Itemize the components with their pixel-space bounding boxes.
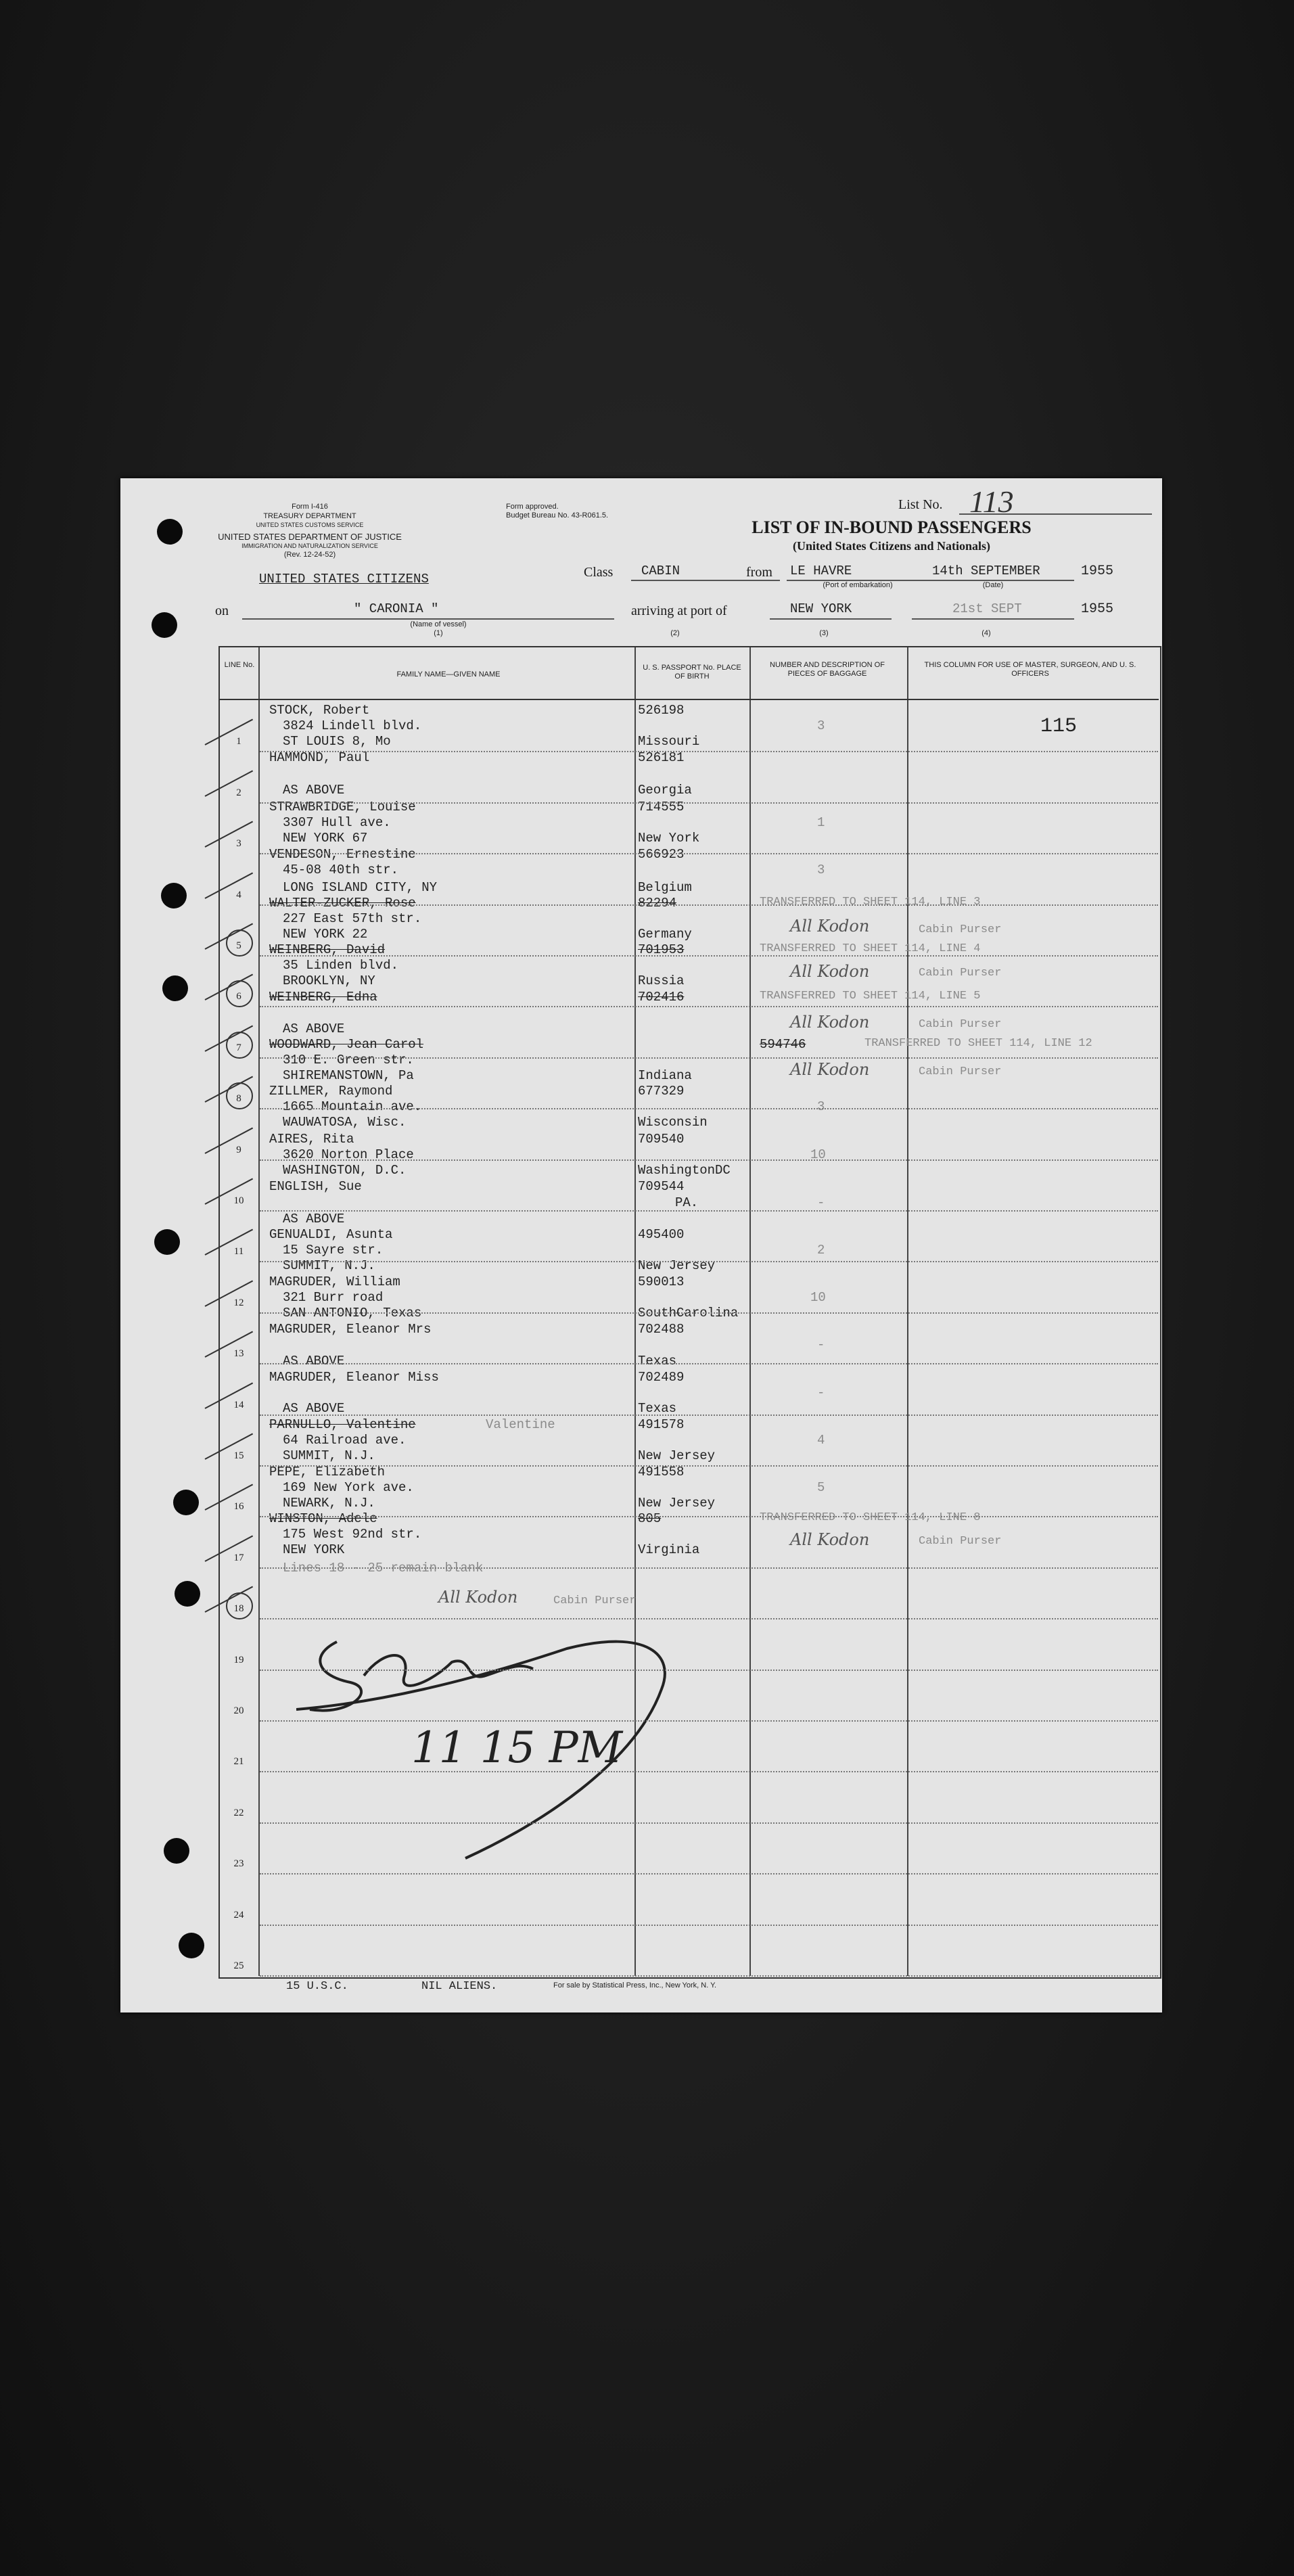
row-separator [260,1567,1158,1569]
entry-birthplace: Missouri [638,734,700,749]
entry-birthplace: Wisconsin [638,1115,708,1130]
entry-address: 310 E. Green str. [283,1053,414,1067]
purser-signature: All Kodon [438,1588,518,1607]
entry-baggage: 3 [817,862,825,877]
entry-name: WEINBERG, David [269,942,386,957]
entry-birthplace: Germany [638,927,692,942]
entry-passport: 677329 [638,1084,685,1099]
row-separator [260,1670,1158,1671]
entry-birthplace: Indiana [638,1068,692,1083]
entry-name: MAGRUDER, Eleanor Miss [269,1370,439,1385]
line-number: 5 [236,940,241,951]
entry-address: SUMMIT, N.J. [283,1258,375,1273]
entry-birthplace: Texas [638,1401,677,1416]
line-number: 15 [233,1450,244,1461]
entry-address: LONG ISLAND CITY, NY [283,880,438,895]
column-caption-2: (2) [670,629,680,637]
entry-passport: 702488 [638,1322,685,1337]
entry-birthplace: Virginia [638,1542,700,1557]
entry-birthplace: Georgia [638,783,692,798]
line-number: 24 [233,1909,244,1920]
handwritten-time: 11 15 PM [411,1723,623,1773]
port-of-embarkation: LE HAVRE [790,564,852,578]
officer-mark: 115 [1040,715,1078,738]
line-number: 9 [236,1144,241,1155]
purser-title: Cabin Purser [919,923,1002,936]
line-number: 13 [233,1348,244,1360]
entry-name: AIRES, Rita [269,1132,354,1147]
entry-baggage: 3 [817,1099,825,1114]
row-separator [260,1159,1158,1161]
entry-address: AS ABOVE [283,1401,345,1416]
entry-passport: 805 [638,1511,662,1526]
entry-address: NEWARK, N.J. [283,1496,375,1511]
circled-line-number [226,929,253,957]
entry-address: 3620 Norton Place [283,1147,414,1162]
entry-address: 15 Sayre str. [283,1243,384,1258]
line-number: 17 [233,1552,244,1563]
footer-printer: For sale by Statistical Press, Inc., New York, N. Y. [553,1981,717,1990]
purser-signature: All Kodon [790,1060,870,1079]
entry-passport: 82294 [638,896,677,911]
punch-hole [164,1838,189,1864]
row-separator [260,1057,1158,1059]
row-separator [260,1261,1158,1262]
row-separator [260,1465,1158,1467]
line-number: 12 [233,1297,244,1308]
row-separator [260,1822,1158,1824]
entry-baggage: 1 [817,815,825,830]
row-separator [260,1618,1158,1619]
vessel-name: " CARONIA " [354,601,439,616]
blank-lines-note: Lines 18 - 25 remain blank [283,1561,484,1576]
entry-name: MAGRUDER, William [269,1274,400,1289]
entry-passport: 709544 [638,1179,685,1194]
row-separator [260,853,1158,854]
entry-name: STRAWBRIDGE, Louise [269,800,416,814]
line-number: 11 [233,1246,244,1258]
line-number: 23 [233,1858,244,1870]
entry-name: ENGLISH, Sue [269,1179,362,1194]
circled-line-number [226,1592,253,1619]
entry-birthplace: Russia [638,973,685,988]
purser-signature: All Kodon [790,962,870,981]
entry-baggage: 4 [817,1433,825,1448]
entry-birthplace: WashingtonDC [638,1163,731,1178]
entry-address: WASHINGTON, D.C. [283,1163,407,1178]
entry-address: AS ABOVE [283,1212,345,1226]
entry-passport: 594746 [760,1037,806,1052]
entry-name: WOODWARD, Jean Carol [269,1037,424,1052]
arriving-label: arriving at port of [631,603,727,618]
entry-address: SUMMIT, N.J. [283,1448,375,1463]
list-no-value: 113 [969,484,1014,519]
row-separator [260,751,1158,752]
row-separator [260,1210,1158,1212]
row-separator [260,1363,1158,1364]
row-separator [260,1925,1158,1926]
footer-aliens: NIL ALIENS. [421,1980,498,1993]
purser-signature: All Kodon [790,1013,870,1032]
entry-birthplace: SouthCarolina [638,1306,739,1320]
entry-address: 35 Linden blvd. [283,958,399,973]
entry-passport: 714555 [638,800,685,814]
entry-name: VENDESON, Ernestine [269,847,416,862]
circled-line-number [226,1082,253,1109]
approval-line-1: Form approved. [506,503,559,511]
vessel-caption: (Name of vessel) [410,620,467,628]
form-number: Form I-416 [292,503,328,511]
entry-address: 64 Railroad ave. [283,1433,407,1448]
row-separator [260,1006,1158,1007]
entry-name: GENUALDI, Asunta [269,1227,393,1242]
form-revision: (Rev. 12-24-52) [283,551,336,559]
port-caption: (Port of embarkation) [823,581,893,589]
entry-address: WAUWATOSA, Wisc. [283,1115,407,1130]
entry-baggage: - [817,1195,825,1210]
entry-name: WINSTON, Adele [269,1511,377,1526]
entry-name: ZILLMER, Raymond [269,1084,393,1099]
entry-birthplace: New Jersey [638,1448,716,1463]
entry-birthplace: PA. [675,1195,699,1210]
entry-passport: 702416 [638,990,685,1005]
entry-passport: 526198 [638,703,685,718]
punch-hole [173,1490,199,1515]
entry-baggage: 2 [817,1243,825,1258]
purser-title: Cabin Purser [919,1065,1002,1078]
dept-line-2: UNITED STATES CUSTOMS SERVICE [256,522,364,528]
entry-name: WALTER-ZUCKER, Rose [269,896,416,911]
entry-address: 3824 Lindell blvd. [283,718,422,733]
circled-line-number [226,1032,253,1059]
entry-passport: 495400 [638,1227,685,1242]
col-header-name: FAMILY NAME—GIVEN NAME [396,670,501,678]
entry-address: AS ABOVE [283,1021,345,1036]
arrival-date: 21st SEPT [952,601,1022,616]
row-separator [260,955,1158,957]
punch-hole [162,975,188,1001]
entry-address: 45-08 40th str. [283,862,399,877]
punch-hole [152,612,177,638]
entry-name: PARNULLO, Valentine [269,1417,416,1432]
column-caption-4: (4) [981,629,991,637]
dept-line-4: IMMIGRATION AND NATURALIZATION SERVICE [241,543,378,549]
entry-passport: 526181 [638,750,685,765]
row-separator [260,1720,1158,1722]
purser-signature: All Kodon [790,1530,870,1549]
line-number: 4 [236,889,241,900]
col-header-line: LINE No. [224,661,255,669]
punch-hole [161,883,187,908]
line-number: 10 [233,1195,244,1206]
entry-baggage: 3 [817,718,825,733]
entry-passport: 701953 [638,942,685,957]
col-header-baggage: NUMBER AND DESCRIPTION OF PIECES OF BAGGAGE [770,661,885,678]
line-number: 19 [233,1654,244,1665]
line-number: 6 [236,991,241,1003]
entry-address: 169 New York ave. [283,1480,414,1495]
entry-name: MAGRUDER, Eleanor Mrs [269,1322,432,1337]
entry-address: 1665 Mountain ave. [283,1099,422,1114]
purser-title: Cabin Purser [919,1018,1002,1031]
approval-line-2: Budget Bureau No. 43-R061.5. [506,511,609,520]
line-number: 22 [233,1807,244,1818]
entry-name: STOCK, Robert [269,703,370,718]
purser-title: Cabin Purser [553,1594,637,1607]
transfer-note: TRANSFERRED TO SHEET 114, LINE 12 [864,1037,1092,1050]
class-label: Class [584,565,614,580]
line-number: 2 [236,787,241,798]
date-caption: (Date) [982,581,1004,589]
entry-baggage: 10 [810,1147,826,1162]
page-subtitle: (United States Citizens and Nationals) [792,539,990,553]
list-no-label: List No. [898,497,943,512]
line-number: 14 [233,1399,244,1410]
dept-line-3: UNITED STATES DEPARTMENT OF JUSTICE [218,532,402,542]
entry-baggage: - [817,1385,825,1400]
entry-birthplace: New Jersey [638,1496,716,1511]
transfer-note: TRANSFERRED TO SHEET 114, LINE 3 [760,896,981,908]
entry-address: SAN ANTONIO, Texas [283,1306,422,1320]
punch-hole [154,1229,180,1255]
entry-baggage: 5 [817,1480,825,1495]
line-number: 20 [233,1705,244,1716]
entry-address: NEW YORK 67 [283,831,368,846]
class-value: CABIN [641,564,680,578]
transfer-note: TRANSFERRED TO SHEET 114, LINE 5 [760,990,981,1003]
entry-passport: 566923 [638,847,685,862]
entry-address: BROOKLYN, NY [283,973,375,988]
citizens-heading: UNITED STATES CITIZENS [259,572,429,586]
entry-name: HAMMOND, Paul [269,750,370,765]
entry-baggage: - [817,1337,825,1352]
line-number: 7 [236,1042,241,1053]
entry-name: WEINBERG, Edna [269,990,377,1005]
entry-address: NEW YORK 22 [283,927,368,942]
dept-line-1: TREASURY DEPARTMENT [263,512,356,520]
col-header-passport: U. S. PASSPORT No. PLACE OF BIRTH [643,664,741,681]
row-separator [260,1414,1158,1416]
row-separator [260,1108,1158,1109]
entry-address: SHIREMANSTOWN, Pa [283,1068,414,1083]
entry-passport: 709540 [638,1132,685,1147]
row-separator [260,1873,1158,1874]
entry-passport: 590013 [638,1274,685,1289]
column-caption-3: (3) [819,629,829,637]
entry-birthplace: Texas [638,1354,677,1368]
from-label: from [746,565,772,580]
entry-address: AS ABOVE [283,1354,345,1368]
purser-title: Cabin Purser [919,967,1002,980]
entry-address: AS ABOVE [283,783,345,798]
entry-birthplace: New York [638,831,700,846]
entry-address: 227 East 57th str. [283,911,422,926]
row-separator [260,1771,1158,1772]
entry-name-extra: Valentine [486,1417,555,1432]
row-separator [260,1516,1158,1517]
entry-address: NEW YORK [283,1542,345,1557]
entry-address: ST LOUIS 8, Mo [283,734,391,749]
row-separator [260,1975,1158,1977]
punch-hole [157,519,183,545]
transfer-note: TRANSFERRED TO SHEET 114, LINE 8 [760,1511,981,1524]
embark-date: 14th SEPTEMBER [932,564,1040,578]
line-number: 21 [233,1756,244,1768]
line-number: 18 [233,1603,244,1615]
entry-address: 321 Burr road [283,1290,384,1305]
column-caption-1: (1) [434,629,443,637]
line-number: 16 [233,1501,244,1513]
row-separator [260,802,1158,804]
on-label: on [215,603,229,618]
entry-passport: 491558 [638,1465,685,1479]
entry-name: PEPE, Elizabeth [269,1465,386,1479]
transfer-note: TRANSFERRED TO SHEET 114, LINE 4 [760,942,981,955]
purser-signature: All Kodon [790,917,870,936]
entry-address: 175 West 92nd str. [283,1527,422,1542]
line-number: 8 [236,1093,241,1105]
year-2: 1955 [1081,601,1114,617]
entry-address: 3307 Hull ave. [283,815,391,830]
entry-baggage: 10 [810,1290,826,1305]
col-header-officers: THIS COLUMN FOR USE OF MASTER, SURGEON, AND U. S. OFFICERS [924,661,1136,678]
entry-passport: 702489 [638,1370,685,1385]
line-number: 1 [236,736,241,748]
manifest-page [120,478,1162,2013]
entry-birthplace: Belgium [638,880,692,895]
row-separator [260,1312,1158,1314]
punch-hole [175,1581,200,1607]
entry-passport: 491578 [638,1417,685,1432]
row-separator [260,904,1158,906]
year-1: 1955 [1081,564,1114,579]
punch-hole [179,1933,204,1958]
line-number: 25 [233,1960,244,1971]
arrival-port: NEW YORK [790,601,852,616]
footer-count: 15 U.S.C. [286,1980,348,1993]
entry-birthplace: New Jersey [638,1258,716,1273]
page-title: LIST OF IN-BOUND PASSENGERS [752,518,1032,537]
line-number: 3 [236,838,241,850]
purser-title: Cabin Purser [919,1535,1002,1548]
